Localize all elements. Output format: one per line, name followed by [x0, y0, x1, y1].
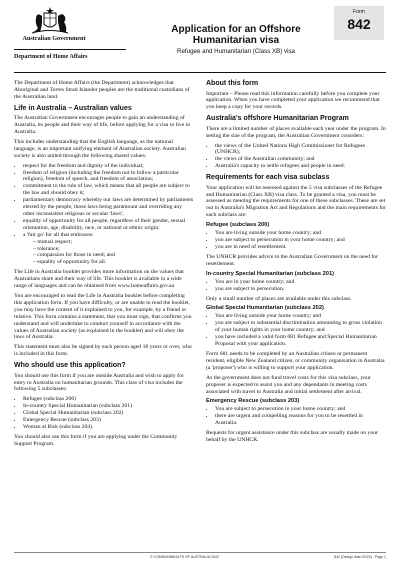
- list-item: – equality of opportunity for all.: [33, 259, 194, 266]
- booklet-paragraph: The Life in Australia booklet provides more information on the values that Australians share and their way of life. This booklet is available in a wide range of languages and can be obtained from www.homeaffairs.gov.au: [14, 269, 184, 290]
- booklet-paragraph: This statement must also be signed by each person aged 18 years or over, who is included in this form.: [14, 344, 192, 358]
- form-subtitle: Refugee and Humanitarian (Class XB) visa: [177, 48, 295, 55]
- list-item: • Emergency Rescue (subclass 203): [23, 417, 194, 424]
- form-title: Application for an Offshore Humanitarian visa: [171, 24, 301, 46]
- list-item: – tolerance;: [33, 246, 194, 253]
- list-item: • you are subject to persecution.: [215, 286, 386, 293]
- refugee-list: [206, 230, 386, 251]
- department-name: Department of Home Affairs: [14, 49, 126, 60]
- program-heading: Australia's offshore Humanitarian Program: [206, 115, 349, 123]
- list-item: • you are in need of resettlement.: [215, 244, 386, 251]
- list-item: • the views of the United Nations High Commissioner for Refugees (UNHCR);: [215, 143, 386, 157]
- coat-of-arms-icon: [28, 6, 72, 34]
- global-paragraph: As the government does not fund travel costs for this visa subclass, your proposer is expected to assist you and any dependants in meeting costs associated with travel to Australia and initial settlement after arrival.: [206, 374, 371, 395]
- incountry-paragraph: Only a small number of places are available under this subclass.: [206, 295, 352, 302]
- list-item: • You are subject to persecution in your home country; and: [215, 406, 386, 413]
- list-item: • you have included a valid form 681 Refugee and Special Humanitarian Proposal with your application.: [215, 334, 386, 348]
- government-name: Australian Government: [22, 35, 86, 42]
- emergency-heading: Emergency Rescue (subclass 203): [206, 398, 300, 405]
- subclass-list: [14, 396, 194, 431]
- global-list: [206, 313, 386, 348]
- list-item: • Australia's capacity to settle refugees and people in need.: [215, 163, 386, 170]
- list-item: • equality of opportunity for all people, regardless of their gender, sexual orientation, age, disability, race, or national or ethnic origin;: [23, 218, 194, 232]
- list-item: • You are living outside your home country; and: [215, 230, 386, 237]
- list-item: • you are subject to substantial discrimination amounting to gross violation of your human rights in your home country; and: [215, 320, 386, 334]
- values-paragraph: The Australian Government encourages people to gain an understanding of Australia, its people and their way of life, before applying for a visa to live in Australia.: [14, 115, 191, 136]
- values-heading: Life in Australia – Australian values: [14, 104, 132, 112]
- right-column: [206, 80, 386, 447]
- form-number: 842: [347, 16, 371, 32]
- left-column: [14, 80, 194, 451]
- list-item-text: a 'fair go' for all that embraces:: [23, 231, 94, 238]
- who-paragraph: You should use this form if you are outside Australia and wish to apply for entry to Australia on humanitarian grounds. This class of visa includes the following 5 subclasses:: [14, 372, 184, 393]
- program-paragraph: There are a limited number of places available each year under the program. In setting the size of the program, the Australian Government considers:: [206, 125, 386, 139]
- footer-form-code: 842 (Design date 02/22) - Page 1: [334, 555, 386, 559]
- list-item: • Refugee (subclass 200): [23, 396, 194, 403]
- form-label: Form: [353, 9, 365, 15]
- requirements-heading: Requirements for each visa subclass: [206, 174, 330, 182]
- list-item: • there are urgent and compelling reasons for you to be resettled in Australia.: [215, 413, 386, 427]
- about-paragraph: Important – Please read this information carefully before you complete your application. When you have completed your application we recommend that you keep a copy for your records.: [206, 90, 380, 111]
- values-paragraph: This includes understanding that the English language, as the national language, is an important unifying element of Australian society. Australian society is also united through the following shared values:: [14, 138, 186, 159]
- program-list: [206, 143, 386, 171]
- acknowledgement-paragraph: The Department of Home Affairs (the Department) acknowledges that Aboriginal and Torres Strait Islander peoples are the traditional custodians of the Australian land.: [14, 80, 190, 100]
- global-heading: Global Special Humanitarian (subclass 202): [206, 305, 324, 312]
- header-divider: [14, 72, 386, 73]
- list-item: • freedom of religion (including the freedom not to follow a particular religion), freedom of speech, and freedom of association;: [23, 170, 194, 184]
- incountry-heading: In-country Special Humanitarian (subclass 201): [206, 270, 335, 277]
- list-item: • You are living outside your home country; and: [215, 313, 386, 320]
- booklet-paragraph: You are encouraged to read the Life in Australia booklet before completing this application form. If you have difficulty, or are unable to read the booklet, you may have the content of it explained to you, for example, by a friend or relative. This form contains a statement, that you must sign, that confirms you understand and will undertake to conduct yourself in accordance with the values of Australian society (as explained in the booklet) and will obey the laws of Australia.: [14, 292, 192, 341]
- list-item: • commitment to the rule of law, which means that all people are subject to the law and should obey it;: [23, 183, 194, 197]
- who-paragraph: You should also use this form if you are applying under the Community Support Program.: [14, 433, 178, 447]
- emergency-list: [206, 406, 386, 427]
- list-item: • In-country Special Humanitarian (subclass 201): [23, 403, 194, 410]
- emergency-paragraph: Requests for urgent assistance under this subclass are usually made on your behalf by the UNHCR.: [206, 430, 378, 444]
- list-item: [23, 232, 194, 267]
- title-block: [156, 24, 316, 55]
- list-item: • Woman at Risk (subclass 204).: [23, 424, 194, 431]
- list-item: • Global Special Humanitarian (subclass 202): [23, 410, 194, 417]
- refugee-paragraph: The UNHCR provides advice to the Australian Government on the need for resettlement.: [206, 253, 379, 267]
- refugee-heading: Refugee (subclass 200): [206, 222, 270, 229]
- list-item: • respect for the freedom and dignity of the individual;: [23, 163, 194, 170]
- list-item: – compassion for those in need; and: [33, 252, 194, 259]
- list-item: • parliamentary democracy whereby our laws are determined by parliaments elected by the people, those laws being paramount and overriding any other inconsistent religious or secular 'laws';: [23, 197, 194, 218]
- list-item: • You are in your home country; and: [215, 279, 386, 286]
- global-paragraph: Form 681 needs to be completed by an Australian citizen or permanent resident, eligible New Zealand citizen, or community organisation in Australia (a 'proposer') who is willing to support your application.: [206, 350, 385, 371]
- list-item: • the views of the Australian community; and: [215, 156, 386, 163]
- values-list: [14, 163, 194, 267]
- requirements-paragraph: Your application will be assessed against the 5 visa subclasses of the Refugee and Humanitarian (Class XB) visa class. To be granted a visa, you must be assessed as meeting the requirements for one of these subclasses. These are set out in Australia's Migration Act and Regulations and the main requirements for each subclass are:: [206, 184, 386, 219]
- footer-divider: [14, 552, 386, 553]
- who-heading: Who should use this application?: [14, 362, 126, 370]
- footer-copyright: © COMMONWEALTH OF AUSTRALIA 2022: [150, 555, 219, 559]
- fair-go-list: [23, 239, 194, 267]
- list-item: • you are subject to persecution in your home country; and: [215, 237, 386, 244]
- about-heading: About this form: [206, 80, 259, 87]
- form-number-box: [334, 6, 384, 40]
- incountry-list: [206, 279, 386, 293]
- list-item: – mutual respect;: [33, 239, 194, 246]
